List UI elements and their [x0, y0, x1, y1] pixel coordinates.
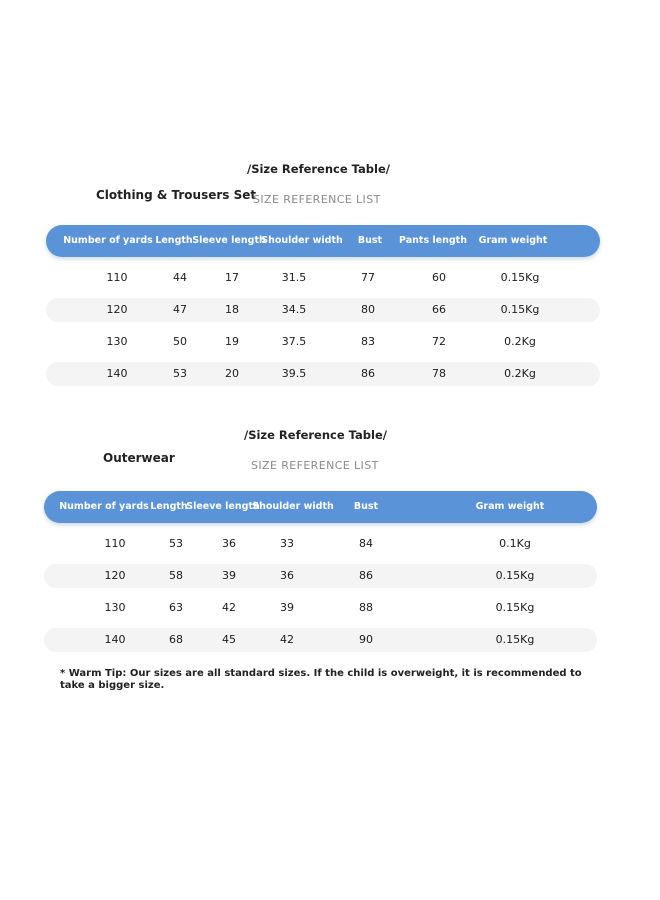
cell-bust: 86: [359, 569, 373, 582]
cell-size: 120: [104, 569, 126, 582]
cell-gram-weight: 0.15Kg: [500, 303, 540, 316]
header-sleeve-length: Sleeve length: [186, 501, 260, 512]
category-title: Clothing & Trousers Set: [96, 188, 257, 202]
header-shoulder-width: Shoulder width: [261, 235, 343, 246]
cell-length: 63: [169, 601, 183, 614]
table-row: [46, 330, 600, 354]
table-row: [44, 596, 597, 620]
table-row: [46, 266, 600, 290]
table-row: [44, 628, 597, 652]
cell-length: 44: [173, 271, 187, 284]
cell-bust: 83: [361, 335, 375, 348]
cell-bust: 88: [359, 601, 373, 614]
cell-sleeve-length: 39: [222, 569, 236, 582]
header-length: Length: [155, 235, 193, 246]
reference-table-title: /Size Reference Table/: [247, 162, 390, 176]
cell-sleeve-length: 18: [225, 303, 239, 316]
cell-pants-length: 66: [432, 303, 446, 316]
cell-size: 130: [106, 335, 128, 348]
cell-bust: 77: [361, 271, 375, 284]
cell-length: 68: [169, 633, 183, 646]
cell-gram-weight: 0.15Kg: [495, 633, 535, 646]
header-number-of-yards: Number of yards: [59, 501, 149, 512]
cell-sleeve-length: 20: [225, 367, 239, 380]
cell-size: 110: [104, 537, 126, 550]
cell-length: 58: [169, 569, 183, 582]
header-gram-weight: Gram weight: [478, 235, 548, 246]
header-number-of-yards: Number of yards: [63, 235, 153, 246]
header-pants-length: Pants length: [399, 235, 467, 246]
warm-tip-note: * Warm Tip: Our sizes are all standard sizes. If the child is overweight, it is recommended to take a bigger size.: [60, 668, 582, 691]
header-bust: Bust: [357, 235, 383, 246]
reference-table-title: /Size Reference Table/: [244, 428, 387, 442]
cell-shoulder-width: 33: [280, 537, 294, 550]
table-row: [46, 298, 600, 322]
cell-sleeve-length: 17: [225, 271, 239, 284]
cell-size: 130: [104, 601, 126, 614]
cell-bust: 80: [361, 303, 375, 316]
cell-length: 50: [173, 335, 187, 348]
cell-gram-weight: 0.2Kg: [504, 335, 536, 348]
cell-shoulder-width: 39.5: [281, 367, 307, 380]
cell-shoulder-width: 36: [280, 569, 294, 582]
header-gram-weight: Gram weight: [475, 501, 545, 512]
cell-sleeve-length: 19: [225, 335, 239, 348]
cell-pants-length: 78: [432, 367, 446, 380]
cell-sleeve-length: 36: [222, 537, 236, 550]
subtitle: SIZE REFERENCE LIST: [251, 459, 379, 472]
subtitle: SIZE REFERENCE LIST: [253, 193, 381, 206]
table-row: [44, 532, 597, 556]
cell-sleeve-length: 45: [222, 633, 236, 646]
category-title: Outerwear: [103, 451, 175, 465]
cell-length: 53: [173, 367, 187, 380]
cell-size: 120: [106, 303, 128, 316]
cell-sleeve-length: 42: [222, 601, 236, 614]
cell-pants-length: 72: [432, 335, 446, 348]
table-row: [46, 362, 600, 386]
header-bust: Bust: [353, 501, 379, 512]
cell-size: 140: [106, 367, 128, 380]
table-row: [44, 564, 597, 588]
table-header: [44, 491, 597, 523]
cell-size: 110: [106, 271, 128, 284]
cell-length: 53: [169, 537, 183, 550]
cell-bust: 90: [359, 633, 373, 646]
header-length: Length: [150, 501, 188, 512]
cell-bust: 84: [359, 537, 373, 550]
cell-shoulder-width: 31.5: [281, 271, 307, 284]
cell-shoulder-width: 39: [280, 601, 294, 614]
cell-shoulder-width: 37.5: [281, 335, 307, 348]
cell-pants-length: 60: [432, 271, 446, 284]
cell-length: 47: [173, 303, 187, 316]
cell-gram-weight: 0.15Kg: [495, 569, 535, 582]
cell-size: 140: [104, 633, 126, 646]
cell-gram-weight: 0.15Kg: [500, 271, 540, 284]
cell-gram-weight: 0.1Kg: [499, 537, 531, 550]
cell-gram-weight: 0.15Kg: [495, 601, 535, 614]
header-shoulder-width: Shoulder width: [252, 501, 334, 512]
cell-shoulder-width: 34.5: [281, 303, 307, 316]
table-header: [46, 225, 600, 257]
cell-shoulder-width: 42: [280, 633, 294, 646]
header-sleeve-length: Sleeve length: [192, 235, 266, 246]
cell-bust: 86: [361, 367, 375, 380]
cell-gram-weight: 0.2Kg: [504, 367, 536, 380]
